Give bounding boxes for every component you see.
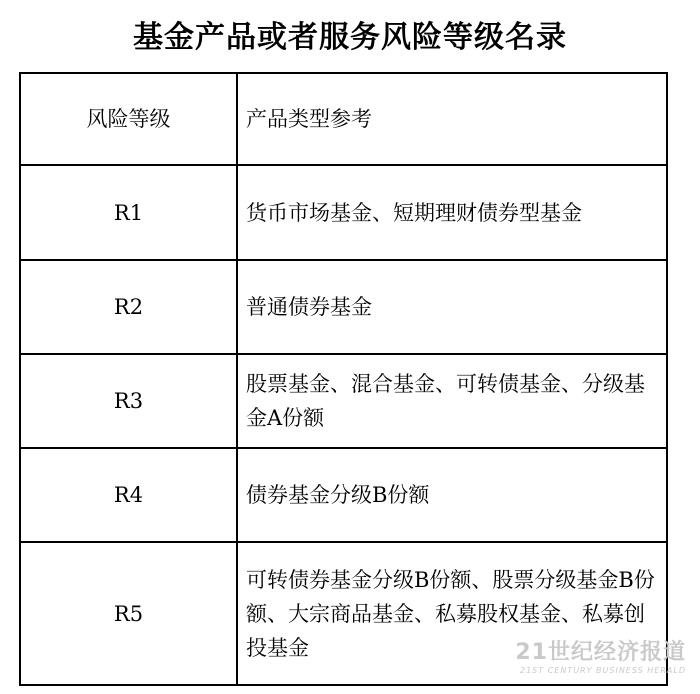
table-header-row bbox=[20, 73, 667, 165]
product-type-cell: 债券基金分级B份额 bbox=[237, 448, 667, 542]
product-type-cell: 货币市场基金、短期理财债券型基金 bbox=[237, 165, 667, 260]
table-row bbox=[20, 542, 667, 685]
table-row bbox=[20, 165, 667, 260]
risk-level-table bbox=[19, 72, 668, 686]
risk-level-cell: R3 bbox=[20, 354, 237, 448]
table-row bbox=[20, 354, 667, 448]
header-risk-level: 风险等级 bbox=[20, 73, 237, 165]
page-title: 基金产品或者服务风险等级名录 bbox=[133, 20, 567, 55]
watermark-main-text: 21世纪经济报道 bbox=[515, 640, 686, 665]
risk-level-cell: R1 bbox=[20, 165, 237, 260]
product-type-cell: 股票基金、混合基金、可转债基金、分级基金A份额 bbox=[237, 354, 667, 448]
product-type-cell: 普通债券基金 bbox=[237, 260, 667, 354]
risk-level-cell: R5 bbox=[20, 542, 237, 685]
watermark-sub-text: 21ST CENTURY BUSINESS HERALD bbox=[520, 666, 686, 675]
risk-level-cell: R4 bbox=[20, 448, 237, 542]
table-row bbox=[20, 260, 667, 354]
risk-level-cell: R2 bbox=[20, 260, 237, 354]
product-type-cell: 可转债券基金分级B份额、股票分级基金B份额、大宗商品基金、私募股权基金、私募创投基金 bbox=[237, 542, 667, 685]
table-row bbox=[20, 448, 667, 542]
header-product-type: 产品类型参考 bbox=[237, 73, 667, 165]
